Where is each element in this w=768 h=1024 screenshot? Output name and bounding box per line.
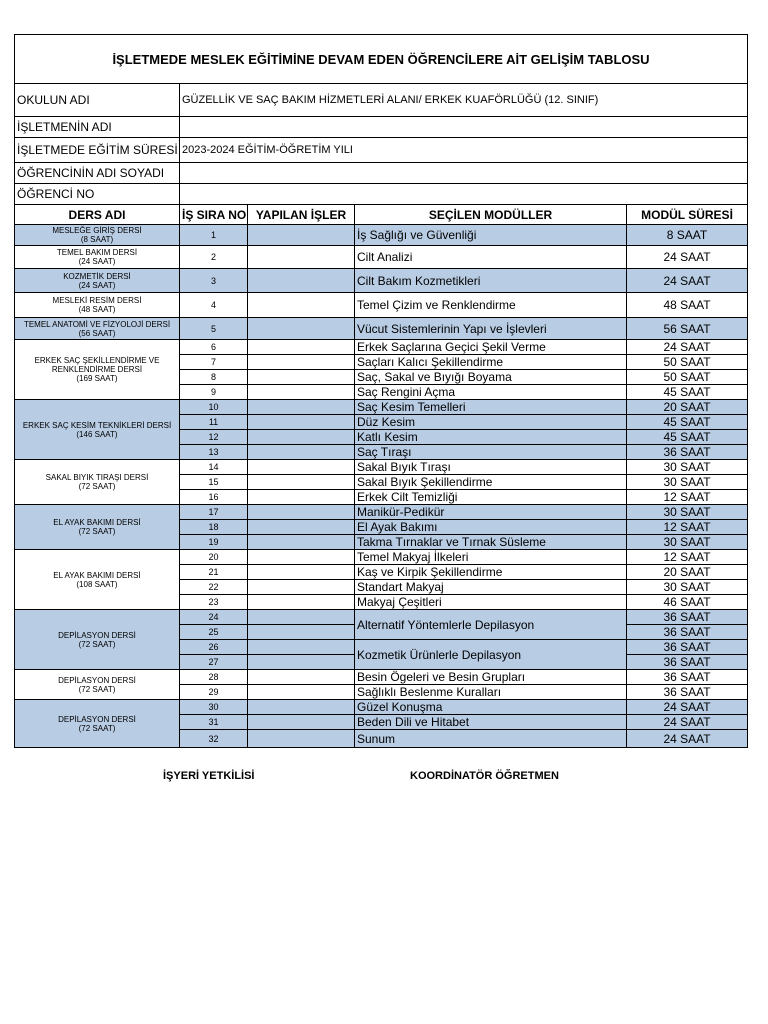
row-number: 4 — [180, 293, 248, 318]
done-work-cell — [248, 670, 355, 685]
row-number: 30 — [180, 700, 248, 715]
module-name: Beden Dili ve Hitabet — [355, 715, 627, 730]
module-duration: 24 SAAT — [627, 269, 748, 293]
table-row — [15, 505, 748, 520]
done-work-cell — [248, 625, 355, 640]
info-label: ÖĞRENCİ NO — [15, 184, 180, 205]
module-duration: 12 SAAT — [627, 520, 748, 535]
module-duration: 24 SAAT — [627, 730, 748, 748]
info-value — [180, 184, 748, 205]
module-name: Manikür-Pedikür — [355, 505, 627, 520]
table-row — [15, 318, 748, 340]
done-work-cell — [248, 445, 355, 460]
course-name: SAKAL BIYIK TIRAŞI DERSİ — [45, 473, 149, 482]
row-number: 17 — [180, 505, 248, 520]
module-duration: 36 SAAT — [627, 610, 748, 625]
course-hours: (24 SAAT) — [78, 257, 116, 266]
row-number: 29 — [180, 685, 248, 700]
table-row — [15, 700, 748, 715]
module-name: El Ayak Bakımı — [355, 520, 627, 535]
table-row — [15, 269, 748, 293]
module-duration: 45 SAAT — [627, 415, 748, 430]
course-cell — [15, 318, 180, 340]
course-hours: (72 SAAT) — [78, 684, 116, 694]
done-work-cell — [248, 340, 355, 355]
info-label: OKULUN ADI — [15, 84, 180, 117]
done-work-cell — [248, 700, 355, 715]
row-number: 11 — [180, 415, 248, 430]
table-row — [15, 225, 748, 246]
done-work-cell — [248, 293, 355, 318]
module-name: Sakal Bıyık Tıraşı — [355, 460, 627, 475]
course-name: MESLEĞE GİRİŞ DERSİ — [52, 226, 142, 235]
table-row — [15, 400, 748, 415]
done-work-cell — [248, 505, 355, 520]
course-hours: (56 SAAT) — [78, 328, 116, 338]
course-name: DEPİLASYON DERSİ — [58, 714, 136, 724]
module-duration: 36 SAAT — [627, 640, 748, 655]
module-duration: 45 SAAT — [627, 385, 748, 400]
row-number: 27 — [180, 655, 248, 670]
module-name: Katlı Kesim — [355, 430, 627, 445]
info-label: İŞLETMEDE EĞİTİM SÜRESİ — [15, 138, 180, 163]
module-duration: 20 SAAT — [627, 400, 748, 415]
module-name: Standart Makyaj — [355, 580, 627, 595]
done-work-cell — [248, 535, 355, 550]
module-duration: 36 SAAT — [627, 670, 748, 685]
course-name: TEMEL BAKIM DERSİ — [56, 248, 138, 257]
done-work-cell — [248, 430, 355, 445]
course-cell — [15, 400, 180, 460]
module-name: Güzel Konuşma — [355, 700, 627, 715]
table-row — [15, 340, 748, 355]
table-row — [15, 670, 748, 685]
course-name: ERKEK SAÇ ŞEKİLLENDİRME VE RENKLENDİRME DERSİ — [34, 356, 160, 374]
module-name: Düz Kesim — [355, 415, 627, 430]
workplace-authority-label: İŞYERİ YETKİLİSİ — [163, 770, 255, 782]
course-hours: (72 SAAT) — [78, 482, 116, 491]
row-number: 24 — [180, 610, 248, 625]
row-number: 12 — [180, 430, 248, 445]
course-cell — [15, 505, 180, 550]
course-cell — [15, 610, 180, 670]
done-work-cell — [248, 685, 355, 700]
course-cell — [15, 670, 180, 700]
course-cell — [15, 700, 180, 748]
module-name: Besin Ögeleri ve Besin Grupları — [355, 670, 627, 685]
row-number: 8 — [180, 370, 248, 385]
done-work-cell — [248, 246, 355, 269]
module-name: Makyaj Çeşitleri — [355, 595, 627, 610]
row-number: 6 — [180, 340, 248, 355]
done-work-cell — [248, 415, 355, 430]
module-duration: 30 SAAT — [627, 460, 748, 475]
row-number: 23 — [180, 595, 248, 610]
module-name: Saç, Sakal ve Bıyığı Boyama — [355, 370, 627, 385]
module-name: Alternatif Yöntemlerle Depilasyon — [355, 610, 627, 640]
row-number: 13 — [180, 445, 248, 460]
done-work-cell — [248, 225, 355, 246]
done-work-cell — [248, 318, 355, 340]
row-number: 2 — [180, 246, 248, 269]
header-ders-adi: DERS ADI — [15, 205, 180, 225]
table-row — [15, 293, 748, 318]
module-duration: 30 SAAT — [627, 580, 748, 595]
course-hours: (48 SAAT) — [78, 305, 116, 314]
table-row — [15, 610, 748, 625]
module-name: Saç Kesim Temelleri — [355, 400, 627, 415]
header-modul-suresi: MODÜL SÜRESİ — [627, 205, 748, 225]
row-number: 19 — [180, 535, 248, 550]
module-name: Sakal Bıyık Şekillendirme — [355, 475, 627, 490]
table-row — [15, 460, 748, 475]
row-number: 32 — [180, 730, 248, 748]
row-number: 18 — [180, 520, 248, 535]
course-cell — [15, 550, 180, 610]
module-name: Sunum — [355, 730, 627, 748]
done-work-cell — [248, 580, 355, 595]
course-cell — [15, 293, 180, 318]
table-row — [15, 246, 748, 269]
module-duration: 36 SAAT — [627, 655, 748, 670]
module-name: Saç Rengini Açma — [355, 385, 627, 400]
course-hours: (169 SAAT) — [76, 374, 118, 383]
row-number: 22 — [180, 580, 248, 595]
course-name: DEPİLASYON DERSİ — [58, 675, 136, 685]
module-duration: 12 SAAT — [627, 550, 748, 565]
row-number: 10 — [180, 400, 248, 415]
course-name: EL AYAK BAKIMI DERSİ — [53, 570, 141, 580]
done-work-cell — [248, 715, 355, 730]
module-duration: 24 SAAT — [627, 700, 748, 715]
module-duration: 8 SAAT — [627, 225, 748, 246]
info-value: GÜZELLİK VE SAÇ BAKIM HİZMETLERİ ALANI/ ERKEK KUAFÖRLÜĞÜ (12. SINIF) — [180, 84, 748, 117]
done-work-cell — [248, 370, 355, 385]
course-hours: (24 SAAT) — [78, 280, 116, 290]
module-name: Sağlıklı Beslenme Kuralları — [355, 685, 627, 700]
course-cell — [15, 225, 180, 246]
course-hours: (146 SAAT) — [76, 429, 118, 439]
row-number: 7 — [180, 355, 248, 370]
done-work-cell — [248, 550, 355, 565]
course-cell — [15, 269, 180, 293]
module-duration: 36 SAAT — [627, 445, 748, 460]
module-duration: 50 SAAT — [627, 355, 748, 370]
development-table — [14, 34, 748, 748]
module-name: Saç Tıraşı — [355, 445, 627, 460]
done-work-cell — [248, 385, 355, 400]
module-duration: 20 SAAT — [627, 565, 748, 580]
info-value: 2023-2024 EĞİTİM-ÖĞRETİM YILI — [180, 138, 748, 163]
done-work-cell — [248, 355, 355, 370]
course-hours: (72 SAAT) — [78, 527, 116, 536]
module-name: Temel Makyaj İlkeleri — [355, 550, 627, 565]
module-duration: 24 SAAT — [627, 340, 748, 355]
coordinator-teacher-label: KOORDİNATÖR ÖĞRETMEN — [410, 770, 559, 782]
module-name: Kaş ve Kirpik Şekillendirme — [355, 565, 627, 580]
row-number: 9 — [180, 385, 248, 400]
module-duration: 12 SAAT — [627, 490, 748, 505]
module-name: Cilt Bakım Kozmetikleri — [355, 269, 627, 293]
module-name: Cilt Analizi — [355, 246, 627, 269]
info-value — [180, 117, 748, 138]
row-number: 20 — [180, 550, 248, 565]
row-number: 14 — [180, 460, 248, 475]
row-number: 21 — [180, 565, 248, 580]
row-number: 28 — [180, 670, 248, 685]
module-name: Erkek Cilt Temizliği — [355, 490, 627, 505]
row-number: 16 — [180, 490, 248, 505]
table-title: İŞLETMEDE MESLEK EĞİTİMİNE DEVAM EDEN ÖĞRENCİLERE AİT GELİŞİM TABLOSU — [15, 35, 748, 84]
module-duration: 36 SAAT — [627, 625, 748, 640]
course-cell — [15, 246, 180, 269]
done-work-cell — [248, 595, 355, 610]
module-duration: 24 SAAT — [627, 715, 748, 730]
module-name: Erkek Saçlarına Geçici Şekil Verme — [355, 340, 627, 355]
header-secilen-moduller: SEÇİLEN MODÜLLER — [355, 205, 627, 225]
course-name: KOZMETİK DERSİ — [63, 271, 131, 281]
row-number: 26 — [180, 640, 248, 655]
done-work-cell — [248, 520, 355, 535]
header-is-sira-no: İŞ SIRA NO — [180, 205, 248, 225]
module-duration: 36 SAAT — [627, 685, 748, 700]
course-hours: (72 SAAT) — [78, 723, 116, 733]
course-hours: (108 SAAT) — [76, 579, 118, 589]
module-name: Vücut Sistemlerinin Yapı ve İşlevleri — [355, 318, 627, 340]
done-work-cell — [248, 400, 355, 415]
course-hours: (8 SAAT) — [80, 235, 114, 244]
course-name: TEMEL ANATOMİ VE FİZYOLOJİ DERSİ — [23, 319, 171, 329]
module-duration: 30 SAAT — [627, 505, 748, 520]
header-yapilan-isler: YAPILAN İŞLER — [248, 205, 355, 225]
course-name: MESLEKİ RESİM DERSİ — [52, 296, 142, 305]
course-hours: (72 SAAT) — [78, 639, 116, 649]
done-work-cell — [248, 610, 355, 625]
module-duration: 56 SAAT — [627, 318, 748, 340]
course-name: ERKEK SAÇ KESİM TEKNİKLERİ DERSİ — [22, 420, 172, 430]
module-name: Takma Tırnaklar ve Tırnak Süsleme — [355, 535, 627, 550]
table-row — [15, 550, 748, 565]
row-number: 3 — [180, 269, 248, 293]
module-duration: 50 SAAT — [627, 370, 748, 385]
done-work-cell — [248, 475, 355, 490]
done-work-cell — [248, 655, 355, 670]
module-duration: 46 SAAT — [627, 595, 748, 610]
info-label: ÖĞRENCİNİN ADI SOYADI — [15, 163, 180, 184]
course-cell — [15, 460, 180, 505]
done-work-cell — [248, 269, 355, 293]
module-duration: 45 SAAT — [627, 430, 748, 445]
module-duration: 30 SAAT — [627, 475, 748, 490]
info-value — [180, 163, 748, 184]
done-work-cell — [248, 640, 355, 655]
done-work-cell — [248, 730, 355, 748]
module-name: Saçları Kalıcı Şekillendirme — [355, 355, 627, 370]
done-work-cell — [248, 490, 355, 505]
done-work-cell — [248, 565, 355, 580]
info-label: İŞLETMENİN ADI — [15, 117, 180, 138]
row-number: 15 — [180, 475, 248, 490]
row-number: 5 — [180, 318, 248, 340]
module-duration: 48 SAAT — [627, 293, 748, 318]
module-name: İş Sağlığı ve Güvenliği — [355, 225, 627, 246]
row-number: 31 — [180, 715, 248, 730]
module-name: Temel Çizim ve Renklendirme — [355, 293, 627, 318]
row-number: 25 — [180, 625, 248, 640]
course-name: EL AYAK BAKIMI DERSİ — [53, 518, 141, 527]
course-name: DEPİLASYON DERSİ — [58, 630, 136, 640]
course-cell — [15, 340, 180, 400]
done-work-cell — [248, 460, 355, 475]
module-duration: 24 SAAT — [627, 246, 748, 269]
module-name: Kozmetik Ürünlerle Depilasyon — [355, 640, 627, 670]
row-number: 1 — [180, 225, 248, 246]
module-duration: 30 SAAT — [627, 535, 748, 550]
